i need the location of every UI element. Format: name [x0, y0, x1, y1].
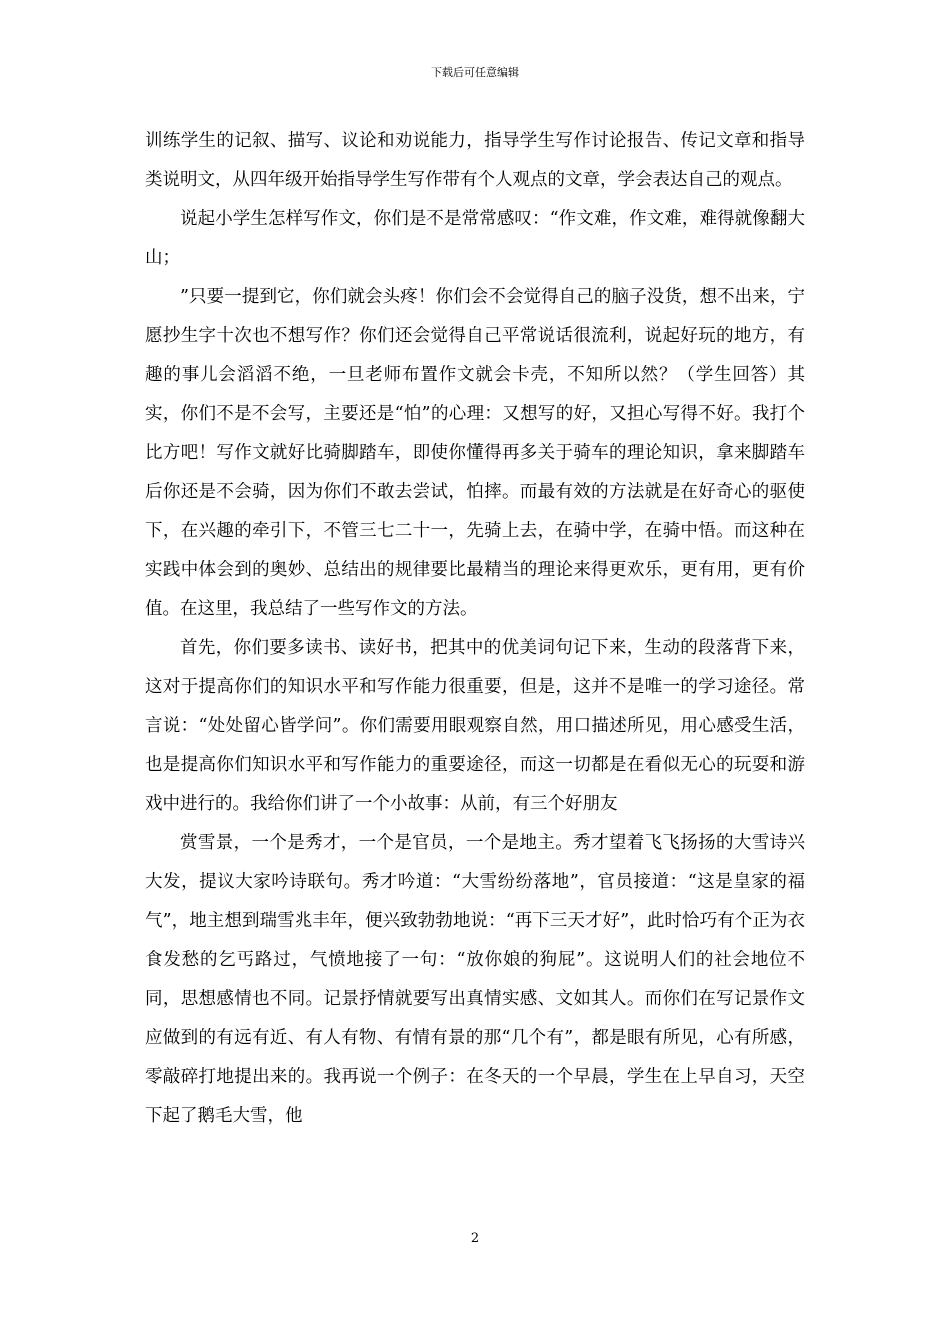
paragraph-1: 训练学生的记叙、描写、议论和劝说能力，指导学生写作讨论报告、传记文章和指导类说明文，从四年级开始指导学生写作带有个人观点的文章，学会表达自己的观点。	[145, 131, 805, 190]
paragraph-4: 首先，你们要多读书、读好书，把其中的优美词句记下来，生动的段落背下来，这对于提高你们的知识水平和写作能力很重要，但是，这并不是唯一的学习途径。常言说：“处处留心皆学问”。你们需要用眼观察自然，用口描述所见，用心感受生活，也是提高你们知识水平和写作能力的重要途径，而这一切都是在看似无心的玩耍和游戏中进行的。我给你们讲了一个小故事：从前，有三个好朋友	[145, 638, 805, 814]
paragraph-2: 说起小学生怎样写作文，你们是不是常常感叹：“作文难，作文难，难得就像翻大山；	[145, 209, 805, 268]
page-header: 下载后可任意编辑	[431, 66, 519, 79]
page-number: 2	[470, 1231, 480, 1246]
document-body	[145, 122, 805, 1136]
paragraph-5: 赏雪景，一个是秀才，一个是官员，一个是地主。秀才望着飞飞扬扬的大雪诗兴大发，提议大家吟诗联句。秀才吟道：“大雪纷纷落地”，官员接道：“这是皇家的福气”，地主想到瑞雪兆丰年，便兴致勃勃地说：“再下三天才好”，此时恰巧有个正为衣食发愁的乞丐路过，气愤地接了一句：“放你娘的狗屁”。这说明人们的社会地位不同，思想感情也不同。记景抒情就要写出真情实感、文如其人。而你们在写记景作文应做到的有远有近、有人有物、有情有景的那“几个有”，都是眼有所见，心有所感，零敲碎打地提出来的。我再说一个例子：在冬天的一个早晨，学生在上早自习，天空下起了鹅毛大雪，他	[145, 833, 805, 1126]
paragraph-3: ”只要一提到它，你们就会头疼！你们会不会觉得自己的脑子没货，想不出来，宁愿抄生字十次也不想写作？你们还会觉得自己平常说话很流利，说起好玩的地方，有趣的事儿会滔滔不绝，一旦老师布置作文就会卡壳，不知所以然？（学生回答）其实，你们不是不会写，主要还是“怕”的心理：又想写的好，又担心写得不好。我打个比方吧！写作文就好比骑脚踏车，即使你懂得再多关于骑车的理论知识，拿来脚踏车后你还是不会骑，因为你们不敢去尝试，怕摔。而最有效的方法就是在好奇心的驱使下，在兴趣的牵引下，不管三七二十一，先骑上去，在骑中学，在骑中悟。而这种在实践中体会到的奥妙、总结出的规律要比最精当的理论来得更欢乐，更有用，更有价值。在这里，我总结了一些写作文的方法。	[145, 287, 805, 619]
